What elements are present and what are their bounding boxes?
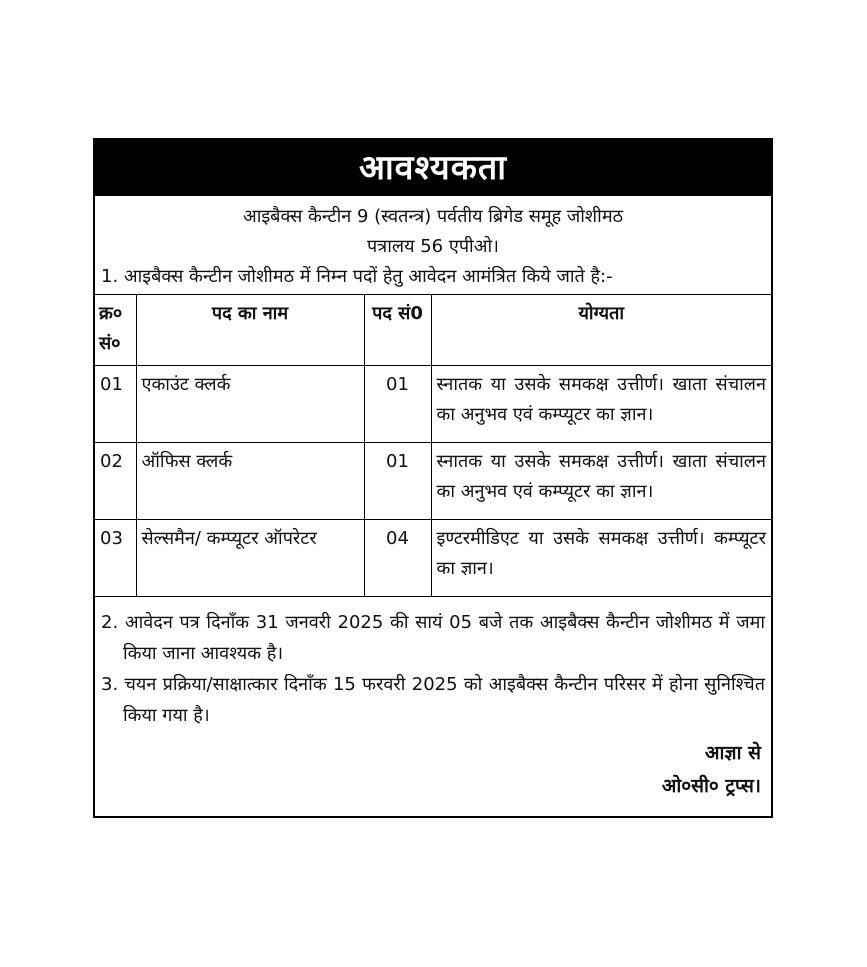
table-header-row [95, 295, 771, 366]
table-row [95, 366, 771, 443]
cell-post-name: ऑफिस क्लर्क [136, 443, 364, 520]
cell-qualification: स्नातक या उसके समकक्ष उत्तीर्ण। खाता संचालन का अनुभव एवं कम्प्यूटर का ज्ञान। [431, 366, 771, 443]
header-qualification: योग्यता [431, 295, 771, 366]
cell-serial-number: 03 [95, 520, 136, 597]
cell-qualification: इण्टरमीडिएट या उसके समकक्ष उत्तीर्ण। कम्प्यूटर का ज्ञान। [431, 520, 771, 597]
table-row [95, 443, 771, 520]
vacancy-table [95, 294, 771, 597]
cell-qualification: स्नातक या उसके समकक्ष उत्तीर्ण। खाता संचालन का अनुभव एवं कम्प्यूटर का ज्ञान। [431, 443, 771, 520]
header-post-count: पद सं0 [364, 295, 431, 366]
cell-post-count: 04 [364, 520, 431, 597]
note-submission-deadline: 2. आवेदन पत्र दिनाँक 31 जनवरी 2025 की सायं 05 बजे तक आइबैक्स कैन्टीन जोशीमठ में जमा किया जाना आवश्यक है। [101, 612, 765, 664]
header-post-name: पद का नाम [136, 295, 364, 366]
post-office-line: पत्रालय 56 एपीओ। [367, 236, 499, 257]
cell-post-count: 01 [364, 443, 431, 520]
organization-line: आइबैक्स कैन्टीन 9 (स्वतन्त्र) पर्वतीय ब्रिगेड समूह जोशीमठ [242, 206, 624, 227]
cell-serial-number: 02 [95, 443, 136, 520]
notes-section [95, 597, 771, 803]
cell-post-name: एकाउंट क्लर्क [136, 366, 364, 443]
note-selection-process: 3. चयन प्रक्रिया/साक्षात्कार दिनाँक 15 फरवरी 2025 को आइबैक्स कैन्टीन परिसर में होना सुनिश्चित किया गया है। [101, 674, 765, 726]
header-serial-number: क्र० सं० [95, 295, 136, 366]
cell-post-name: सेल्समैन/ कम्प्यूटर ऑपरेटर [136, 520, 364, 597]
signature-line-order: आज्ञा से [705, 742, 761, 764]
notice-heading: आवश्यकता [95, 140, 771, 196]
signature-block [101, 737, 765, 803]
signature-line-authority: ओ०सी० ट्रप्स। [661, 775, 761, 797]
table-row [95, 520, 771, 597]
recruitment-notice [93, 138, 773, 818]
cell-serial-number: 01 [95, 366, 136, 443]
intro-paragraph: 1. आइबैक्स कैन्टीन जोशीमठ में निम्न पदों हेतु आवेदन आमंत्रित किये जाते है:- [101, 266, 613, 287]
cell-post-count: 01 [364, 366, 431, 443]
